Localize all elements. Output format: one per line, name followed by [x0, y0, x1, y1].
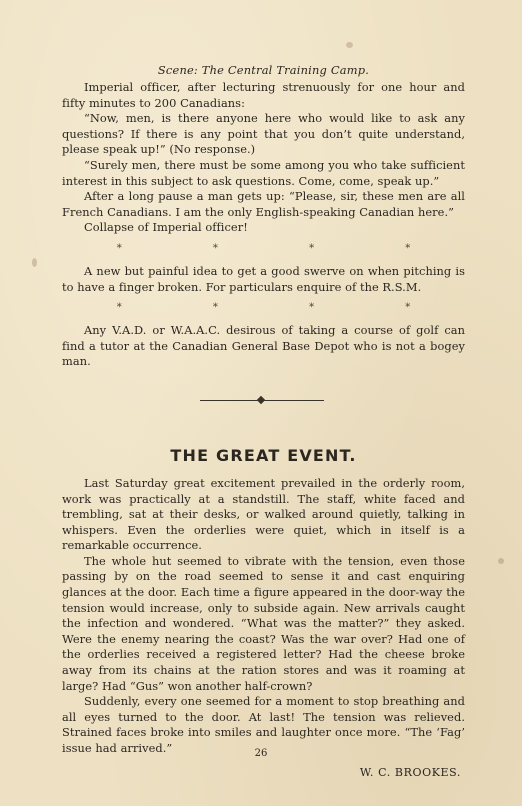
paper-stain — [346, 42, 353, 48]
scene-heading: Scene: The Central Training Camp. — [157, 63, 370, 77]
article-paragraph: The whole hut seemed to vibrate with the tension, even those passing by on the road seemed to sense it and cast enquiring glances at the door. Each time a figure appeared in the door-way the tension would increase, only to subside again. New arrivals caught the infection and wondered. “What was the matter?” they asked. Were the enemy nearing the coast? Was the war over? Had one of the orderlies received a registered letter? Had the cheese broke away from its chains at the ration stores and was it roaming at large? Had “Gus” won another half-crown? — [62, 553, 465, 693]
author-signature: W. C. BROOKES. — [359, 765, 461, 779]
star-separator: * * * * — [116, 302, 455, 314]
anecdote-paragraph: “Surely men, there must be some among you who take sufficient interest in this subject to ask questions. Come, come, speak up.” — [62, 157, 465, 188]
article-paragraph: Last Saturday great excitement prevailed in the orderly room, work was practically at a standstill. The staff, white faced and trembling, sat at their desks, or walked around quietly, talking in whispers. Even the orderlies were quiet, which in itself is a remarkable occurrence. — [62, 475, 465, 553]
paper-stain — [32, 258, 37, 267]
paper-stain — [498, 558, 504, 564]
anecdote-paragraph: Imperial officer, after lecturing strenuously for one hour and fifty minutes to 200 Canadians: — [62, 80, 465, 110]
finger-paragraph: A new but painful idea to get a good swerve on when pitching is to have a finger broken. For particulars enquire of the R.S.M. — [62, 263, 465, 294]
star-separator: * * * * — [116, 242, 455, 254]
article-paragraph: Suddenly, every one seemed for a moment to stop breathing and all eyes turned to the door. At last! The tension was relieved. Strained faces broke into smiles and laughter once more. “The ‘Fag’ issue had arrived.” — [62, 694, 465, 755]
diamond-ornament — [257, 396, 265, 404]
anecdote-paragraph: “Now, men, is there anyone here who would like to ask any questions? If there is any point that you don’t quite understand, please speak up!” (No response.) — [62, 111, 465, 157]
page-number: 26 — [254, 748, 268, 759]
anecdote-paragraph: After a long pause a man gets up: “Please, sir, these men are all French Canadians. I am the only English-speaking Canadian here.” — [62, 189, 465, 219]
section-divider — [62, 396, 465, 406]
article-title: THE GREAT EVENT. — [170, 445, 357, 465]
page-content — [62, 62, 465, 781]
golf-paragraph: Any V.A.D. or W.A.A.C. desirous of taking a course of golf can find a tutor at the Canadian General Base Depot who is not a bogey man. — [62, 323, 465, 369]
anecdote-paragraph: Collapse of Imperial officer! — [84, 220, 248, 235]
